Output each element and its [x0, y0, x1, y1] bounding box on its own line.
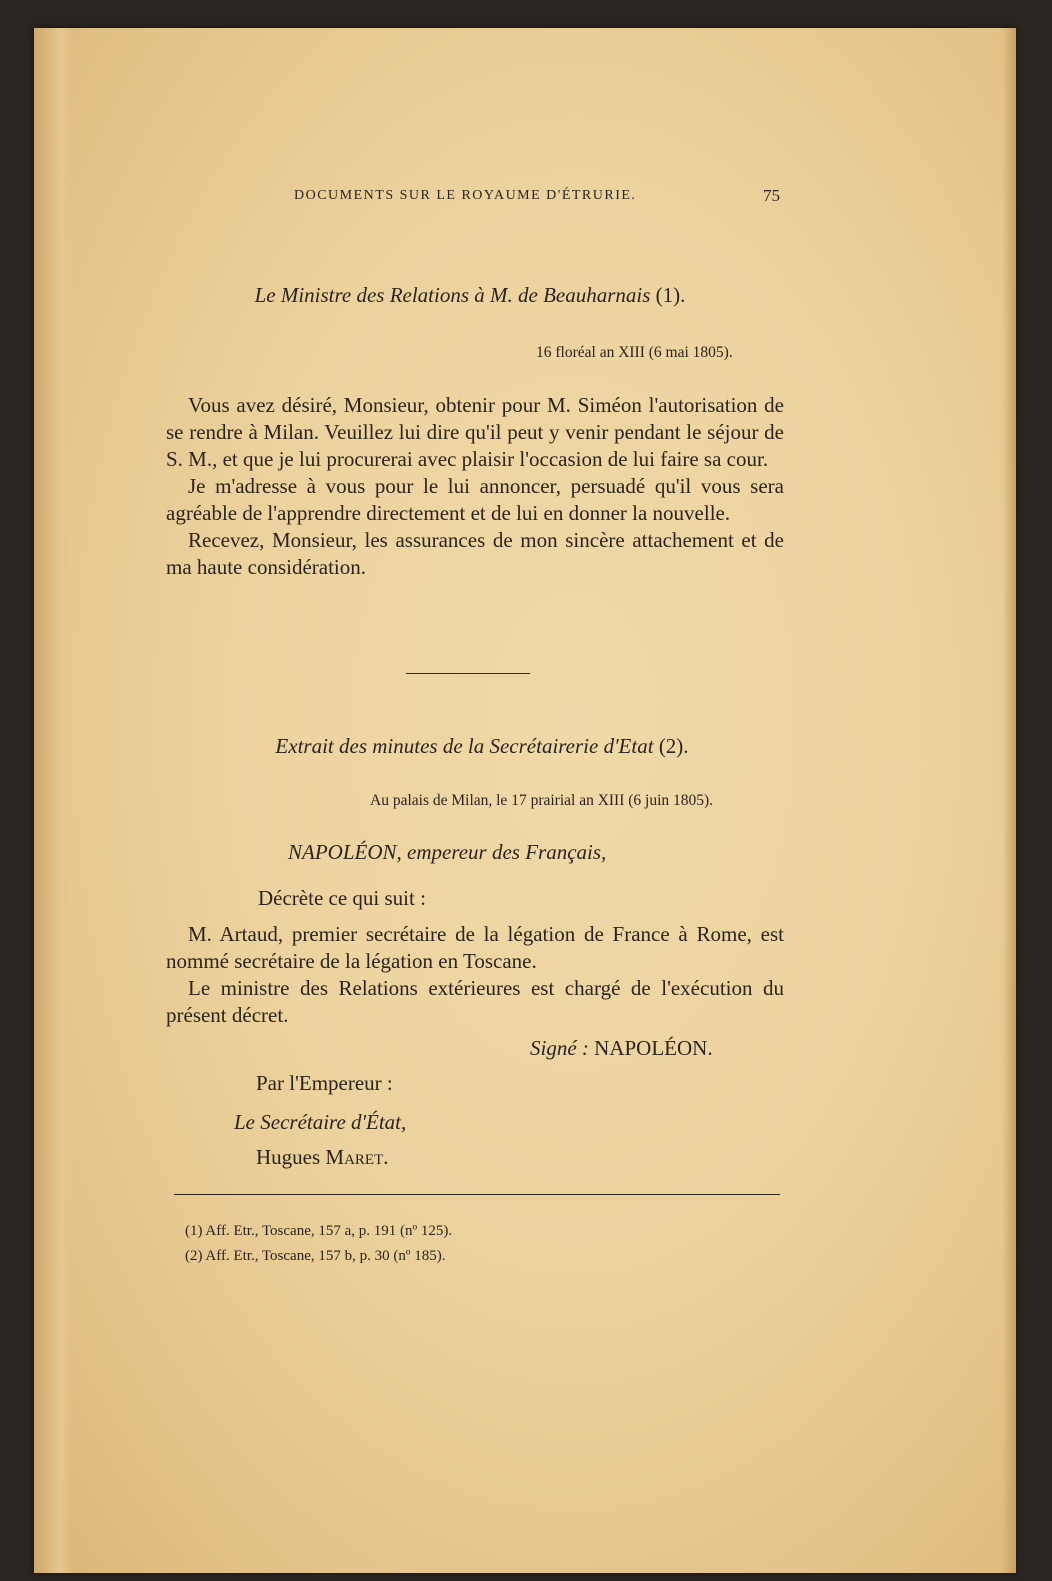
letter-paragraph: Vous avez désiré, Monsieur, obtenir pour M. Siméon l'autorisation de se rendre à Milan. Veuillez lui dire qu'il peut y venir pendant le séjour de S. M., et que je lui procurerai avec plaisir l'occasion de lui faire sa cour. [166, 393, 784, 471]
decree-title-footnote-ref: (2). [658, 734, 689, 758]
countersign-last-name: Maret. [325, 1145, 389, 1169]
countersign-by: Par l'Empereur : [256, 1071, 393, 1095]
letter-body [166, 392, 784, 581]
footnote-1: (1) Aff. Etr., Toscane, 157 a, p. 191 (nº 125). [185, 1223, 453, 1239]
page-gutter-shadow [34, 28, 72, 1573]
decree-title-text: Extrait des minutes de la Secrétairerie d'Etat [275, 734, 654, 758]
signature-name: NAPOLÉON. [594, 1036, 713, 1060]
letter-title [0, 283, 996, 308]
countersign-signatory [256, 1145, 389, 1170]
decree-preamble: Décrète ce qui suit : [258, 886, 426, 910]
decree-issuer-name: NAPOLÉON, [288, 840, 402, 864]
letter-paragraph: Je m'adresse à vous pour le lui annoncer, persuadé qu'il vous sera agréable de l'apprendre directement et de lui en donner la nouvelle. [166, 474, 784, 525]
footnote-separator [174, 1194, 780, 1195]
decree-body [166, 921, 784, 1029]
page-number: 75 [763, 186, 780, 205]
countersign-role: Le Secrétaire d'État, [234, 1110, 407, 1134]
decree-issuer [288, 840, 606, 865]
letter-title-footnote-ref: (1). [655, 283, 686, 307]
running-header: DOCUMENTS SUR LE ROYAUME D'ÉTRURIE. [294, 188, 637, 203]
decree-issuer-title: empereur des Français, [407, 840, 607, 864]
decree-paragraph: M. Artaud, premier secrétaire de la légation de France à Rome, est nommé secrétaire de la légation en Toscane. [166, 922, 784, 973]
letter-title-text: Le Ministre des Relations à M. de Beauharnais [254, 283, 651, 307]
countersign-first-name: Hugues [256, 1145, 321, 1169]
decree-title [0, 734, 1008, 759]
page-edge-shadow [1002, 28, 1016, 1573]
decree-paragraph: Le ministre des Relations extérieures est chargé de l'exécution du présent décret. [166, 976, 784, 1027]
signature-label: Signé : [530, 1036, 589, 1060]
letter-paragraph: Recevez, Monsieur, les assurances de mon sincère attachement et de ma haute considération. [166, 528, 784, 579]
footnote-2: (2) Aff. Etr., Toscane, 157 b, p. 30 (nº 185). [185, 1248, 446, 1264]
decree-date: Au palais de Milan, le 17 prairial an XIII (6 juin 1805). [370, 792, 714, 809]
section-divider [406, 673, 530, 674]
letter-date: 16 floréal an XIII (6 mai 1805). [536, 344, 733, 361]
decree-signature [530, 1036, 713, 1061]
